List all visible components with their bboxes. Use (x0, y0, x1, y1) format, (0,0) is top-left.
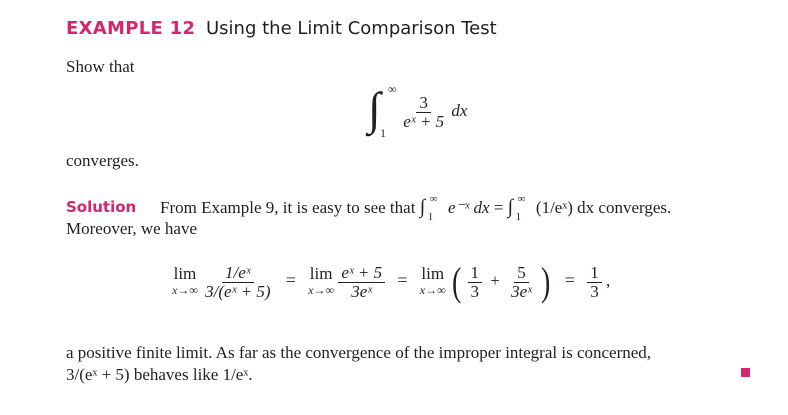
integrand-denominator: eˣ + 5 (403, 111, 445, 131)
fraction-3a: $\frac{1}{3}$ (468, 264, 483, 301)
show-that-text: Show that (66, 57, 135, 76)
limit-2: lim x→∞ (308, 264, 335, 297)
conclusion-line-1: a positive finite limit. As far as the convergence of the improper integral is concerned, (66, 343, 652, 362)
limit-equation: lim x→∞ $\frac{\text{1/eˣ}}{\text{3/(eˣ + 5)}}$ = lim x→∞ $\frac{\text{eˣ + 5}}{\text{3eˣ}}$ = lim x→∞ ( $\frac{1}{3}$ + $\frac{5}{\text{3eˣ}}$ ) = $\frac{1}{3}$ , (172, 259, 611, 304)
solution-expr-b: (1/eˣ) dx converges. (535, 198, 672, 217)
fraction-3b: $\frac{5}{\text{3eˣ}}$ (511, 262, 532, 301)
example-title: Using the Limit Comparison Test (206, 18, 497, 39)
integrand-numerator: 3 (416, 94, 431, 113)
solution-label: Solution (66, 198, 137, 216)
integral-upper-limit: ∞ (388, 82, 397, 96)
integral-display: ∫ ∞ 1 $\frac{3}{\text{eˣ + 5}}$ dx (368, 82, 468, 140)
fraction-1: $\frac{\text{1/eˣ}}{\text{3/(eˣ + 5)}}$ (205, 262, 271, 301)
limit-1: lim x→∞ (172, 264, 198, 297)
integral-lower-limit: 1 (380, 126, 386, 140)
solution-line-1: From Example 9, it is easy to see that ∫ ∞ 1 e⁻ˣ dx = ∫ ∞ 1 (1/eˣ) dx converges. (160, 193, 672, 223)
limit-3: lim x→∞ (419, 264, 446, 297)
converges-text: converges. (66, 151, 139, 170)
example-label: EXAMPLE 12 (66, 18, 196, 39)
solution-eq: = (493, 198, 504, 217)
solution-expr-a: e⁻ˣ dx (447, 198, 490, 217)
conclusion-line-2: 3/(eˣ + 5) behaves like 1/eˣ. (66, 365, 253, 384)
end-of-proof-square (741, 368, 750, 377)
solution-text-1: From Example 9, it is easy to see that (160, 198, 416, 217)
integrand-fraction (400, 94, 447, 131)
integral-differential: dx (451, 100, 468, 120)
fraction-4: $\frac{1}{3}$ (587, 264, 602, 301)
fraction-2: $\frac{\text{eˣ + 5}}{\text{3eˣ}}$ (338, 264, 385, 301)
solution-line-2: Moreover, we have (66, 219, 198, 238)
